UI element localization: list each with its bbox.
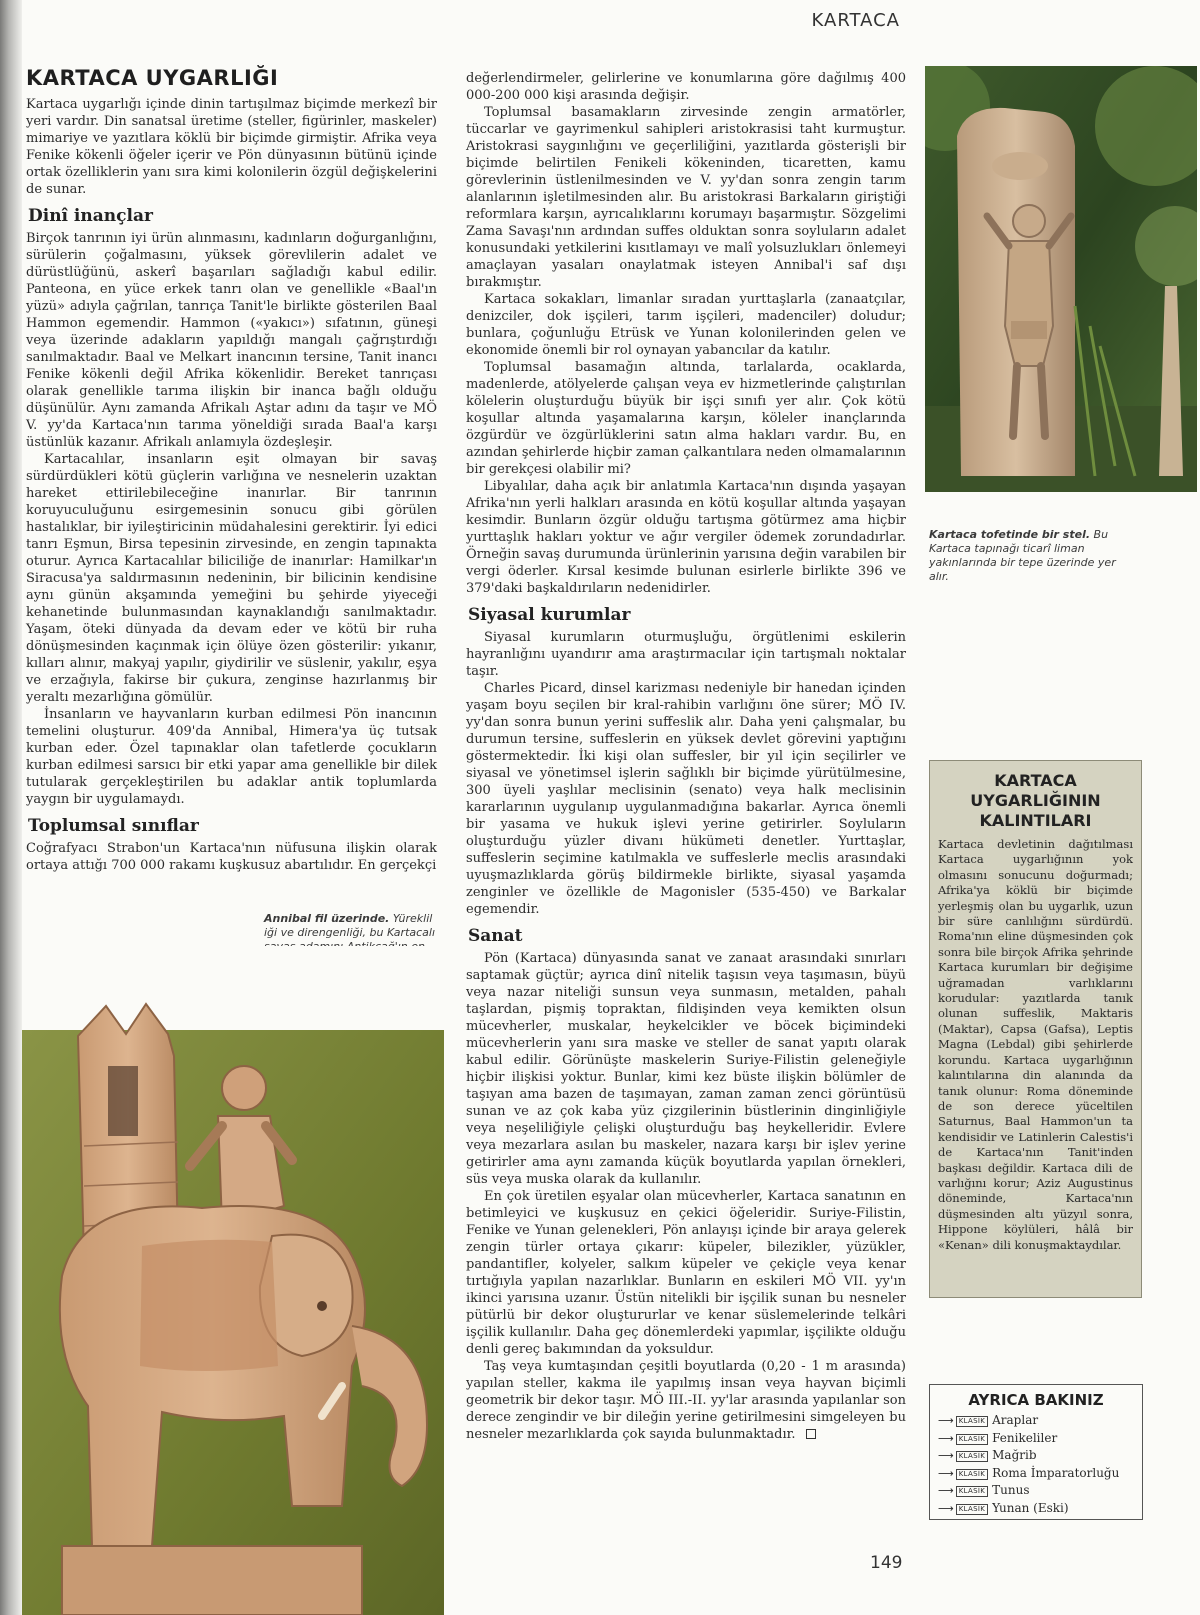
art-paragraph-3-text: Taş veya kumtaşından çeşitli boyutlarda (0,20 - 1 m arasında) yapılan steller, kakma ile yapılmış insan veya hayvan biçimli geometrik bir dekor taşır. MÖ III.-II. yy'lar arasında yapılanlar son derece zengindir ve bir dileğin yerine getirilmesini simgeleyen bu nesneler mezarlıklarda çok sayıda bulunmaktadır. xyxy=(466,1359,906,1442)
see-also-item-label: Fenikeliler xyxy=(992,1430,1058,1445)
see-also-item-label: Tunus xyxy=(992,1483,1030,1497)
see-also-item[interactable] xyxy=(938,1465,1134,1483)
section-heading-art: Sanat xyxy=(468,926,523,946)
arrow-right-icon: ⟶ xyxy=(938,1484,954,1497)
section-heading-beliefs: Dinî inançlar xyxy=(28,206,153,226)
classes-paragraph-2: Toplumsal basamakların zirvesinde zengin armatörler, tüccarlar ve gayrimenkul sahipleri aristokrasisi taht kurmuştur. Aristokrasi saygınlığını ve geçerliliğini, yazıtlarda gösterişli bir biçimde belirtilen Fenikeli kökeninden, ticaretten, kamu görevlerinin üstlenilmesinden ve V. yy'dan sonra zengin tarım alanlarının işletilmesinden alır. Bu aristokrasi Barkaların giriştiği reformlara karşın, ayrıcalıklarını korumayı başarmıştır. Sözgelimi Zama Savaşı'nın ardından suffes olduktan sonra soyluların adalet konusundaki yetkilerini kısıtlamayı ve malî yolsuzlukları önlemeyi amaçlayan yasaları onaylatmak isteyen Annibal'i saf dışı bırakmıştır. xyxy=(466,105,906,290)
article-title: KARTACA UYGARLIĞI xyxy=(26,66,279,90)
see-also-list xyxy=(938,1412,1134,1517)
encyclopedia-tag: KLASİK xyxy=(956,1434,988,1445)
stele-caption-title: Kartaca tofetinde bir stel. xyxy=(929,528,1091,541)
arrow-right-icon: ⟶ xyxy=(938,1501,954,1515)
art-paragraph-1: Pön (Kartaca) dünyasında sanat ve zanaat arasındaki sınırları saptamak güçtür; ayrıca dinî nitelik taşısın veya taşımasın, büyü veya nazar niteliği sunsun veya sunmasın, metalden, pahalı taşlardan, pişmiş topraktan, fildişinden veya kemikten olsun mücevherler, muskalar, heykelcikler ve böcek biçimindeki mücevherlerin yanı sıra maske ve steller de sanat yapıtı olarak kabul edilir. Görünüşte maskelerin Suriye-Filistin geleneğiyle hiçbir ilişkisi yoktur. Bunlar, kimi kez büste ilişkin bölümler de taşıyan ama bazen de taşımayan, zaman zaman zenci görüntüsü sunan ve az çok kaba yüz çizgilerinin büstlerinin dinginliğiyle veya neşeliliğiyle çelişki oluşturduğu baş heykelleridir. Evlere veya mezarlara asılan bu maskeler, nazara karşı bir işlev yerine getirirler ama aynı zamanda küçük boyutlarda yapılan örnekleri, süs veya muska olarak da kullanılır. xyxy=(466,951,906,1187)
section-heading-social-classes: Toplumsal sınıflar xyxy=(28,816,199,836)
see-also-item[interactable] xyxy=(938,1447,1134,1465)
beliefs-paragraph-2: Kartacalılar, insanların eşit olmayan bir savaş sürdürdükleri kötü güçlerin varlığına ve nesnelerin uzaktan hareket ettirilebileceğine inanırlar. Bir tanrının koruyuculuğunu esirgemesinin sonucu gibi görülen hastalıklar, bir iyileştiricinin müdahalesini gerektirir. İyi edici tanrı Eşmun, Birsa tepesinin zirvesinde, en zengin tapınakta oturur. Ayrıca Kartacalılar biliciliğe de inanırlar: Hamilkar'ın Siracusa'ya saldırmasının nedeninin, bir bilicinin kendisine aynı günün akşamında yemeğini bu şehirde yiyeceği kehanetinde bulunmasından kaynaklandığı sanılmaktadır. Yaşam, öteki dünyada da devam eder ve kötü bir ruha dönüşmesinden kaçınmak için ölüye özen gösterilir: yıkanır, kılları alınır, makyaj yapılır, giydirilir ve süslenir, yakılır, eşya ve erzağıyla, fakirse bir çukura, zenginse hazırlanmış bir yeraltı mezarlığına gömülür. xyxy=(26,452,437,705)
annibal-caption-title: Annibal fil üzerinde. xyxy=(264,912,390,925)
classes-paragraph-4: Toplumsal basamağın altında, tarlalarda, ocaklarda, madenlerde, atölyelerde çalışan veya ev hizmetlerinde çalıştırılan kölelerin oluşturduğu büyük bir işçi sınıfı yer alır. Çok kötü koşullar altında yaşamalarına karşın, köleler inançlarında özgürdür ve özgürlüklerini satın alma hakları vardır. Bu, en azından şehirlerde hiçbir zaman çalkantılara neden olmamalarının bir gerekçesi olabilir mi? xyxy=(466,360,906,477)
stele-caption-text: Bu Kartaca tapınağı ticarî liman yakınlarında bir tepe üzerinde yer alır. xyxy=(929,528,1116,583)
arrow-right-icon: ⟶ xyxy=(938,1466,954,1480)
see-also-box xyxy=(929,1384,1143,1520)
classes-paragraph-5: Libyalılar, daha açık bir anlatımla Kartaca'nın dışında yaşayan Afrika'nın yerli halkları arasında en kötü koşullar altında yaşayan kesimdir. Bunların özgür olduğu tartışma götürmez ama hiçbir yurttaşlık hakları yoktur ve ağır vergiler ödemek zorundadırlar. Örneğin savaş durumunda ürünlerinin yarısına değin varabilen bir vergi öderler. Kırsal kesimde bulunan esirlerle birlikte 396 ve 379'daki başkaldırıların nedenidirler. xyxy=(466,479,906,596)
page-number: 149 xyxy=(870,1553,903,1573)
middle-column xyxy=(466,70,906,1443)
arrow-right-icon: ⟶ xyxy=(938,1414,954,1427)
encyclopedia-tag: KLASİK xyxy=(956,1416,988,1427)
classes-paragraph-continued: değerlendirmeler, gelirlerine ve konumlarına göre dağılmış 400 000-200 000 kişi arasında değişir. xyxy=(466,71,906,103)
remains-box-title: KARTACA UYGARLIĞININ KALINTILARI xyxy=(970,771,1101,830)
see-also-item-label: Roma İmparatorluğu xyxy=(992,1465,1120,1480)
stele-photo xyxy=(925,66,1197,492)
see-also-item-label: Mağrib xyxy=(992,1448,1037,1462)
beliefs-paragraph-3: İnsanların ve hayvanların kurban edilmesi Pön inancının temelini oluşturur. 409'da Annibal, Himera'ya üç tutsak kurban eder. Özel tapınaklar olan tafetlerde çocukların kurban edilmesi sarsıcı bir etki yapar ama genellikle bir dilek tutularak gerçekleştirilen bu adaklar antik toplumlarda yaygın bir uygulamaydı. xyxy=(26,707,437,807)
page-gutter-shadow xyxy=(0,0,22,1615)
classes-paragraph-1: Coğrafyacı Strabon'un Kartaca'nın nüfusuna ilişkin olarak ortaya attığı 700 000 rakamı kuşkusuz abartılıdır. En gerçekçi xyxy=(26,841,437,873)
see-also-item[interactable] xyxy=(938,1430,1134,1448)
remains-sidebar-box xyxy=(929,760,1142,1298)
running-head: KARTACA xyxy=(811,10,900,31)
arrow-right-icon: ⟶ xyxy=(938,1449,954,1462)
encyclopedia-tag: KLASİK xyxy=(956,1486,988,1497)
see-also-item[interactable] xyxy=(938,1482,1134,1500)
encyclopedia-tag: KLASİK xyxy=(956,1504,988,1515)
left-column xyxy=(26,96,437,874)
beliefs-paragraph-1: Birçok tanrının iyi ürün alınmasını, kadınların doğurganlığını, sürülerin çoğalmasını, yüksek görevlilerin adalet ve dürüstlüğünü, askerî başarıları sağladığı kabul edilir. Panteona, en yüce erkek tanrı olan ve genellikle «Baal'ın yüzü» adıyla çağrılan, tanrıça Tanit'le birlikte gösterilen Baal Hammon egemendir. Hammon («yakıcı») sıfatının, güneşi veya üzerinde adakların yapıldığı mangalı çağrıştırdığı sanılmaktadır. Baal ve Melkart inancının tersine, Tanit inancı Fenike kökenli değil Afrika kökenlidir. Bereket tanrıçası olarak genellikle tarıma ilişkin bir inanca bağlı olduğu düşünülür. Aynı zamanda Afrikalı Aştar adını da taşır ve MÖ V. yy'da Kartaca'nın tarıma yöneldiği sırada Baal'a karşı üstünlük kazanır. Afrikalı anlamıyla özdeşleşir. xyxy=(26,231,437,450)
encyclopedia-tag: KLASİK xyxy=(956,1451,988,1462)
see-also-item-label: Araplar xyxy=(992,1413,1039,1427)
end-of-article-mark xyxy=(806,1429,816,1439)
annibal-elephant-photo xyxy=(22,946,444,1615)
see-also-title: AYRICA BAKINIZ xyxy=(968,1391,1104,1409)
section-heading-political: Siyasal kurumlar xyxy=(468,605,631,625)
annibal-caption-text: Yüreklil iği ve direngenliği, bu Kartacalı xyxy=(264,912,436,939)
political-paragraph-1: Siyasal kurumların oturmuşluğu, örgütlenimi eskilerin hayranlığını uyandırır ama araştırmacılar için tartışmalı noktalar taşır. xyxy=(466,630,906,679)
remains-box-text: Kartaca devletinin dağıtılması Kartaca uygarlığının yok olmasını sonucunu doğurmadı; Afrika'ya köklü bir biçimde yerleşmiş olan bu uygarlık, uzun bir süre canlılığını sürdürdü. Roma'nın eline düşmesinden çok sonra bile birçok Afrika şehrinde Kartaca kurumları bir değişime uğramadan varlıklarını korudular: yazıtlarda tanık olunan suffeslik, Maktaris (Maktar), Capsa (Gafsa), Leptis Magna (Lebdal) gibi şehirlerde korundu. Kartaca uygarlığının kalıntılarına din alanında da tanık olunur: Roma döneminde de son derece yüceltilen Saturnus, Baal Hammon'un ta kendisidir ve Latinlerin Calestis'i de Kartaca'nın Tanit'inden başkası değildir. Kartaca dili de varlığını korur; Aziz Augustinus döneminde, Kartaca'nın düşmesinden altı yüzyıl sonra, Hippone köylüleri, hâlâ bir «Kenan» dili konuşmaktaydılar. xyxy=(938,837,1133,1252)
annibal-elephant-illustration xyxy=(22,946,444,1615)
classes-paragraph-3: Kartaca sokakları, limanlar sıradan yurttaşlarla (zanaatçılar, denizciler, dok işçileri, tarım işçileri, madenciler) doludur; bunlara, çoğunluğu Etrüsk ve Yunan kolonilerinden gelen ve ekonomide önemli bir rol oynayan yabancılar da katılır. xyxy=(466,292,906,358)
see-also-item-label: Yunan (Eski) xyxy=(992,1500,1069,1515)
see-also-item[interactable] xyxy=(938,1412,1134,1430)
stele-photo-caption xyxy=(929,528,1139,584)
intro-paragraph: Kartaca uygarlığı içinde dinin tartışılmaz biçimde merkezî bir yeri vardır. Din sanatsal üretime (steller, figürinler, maskeler) mimariye ve yazıtlara köklü bir biçimde girmiştir. Afrika veya Fenike kökenli öğeler içerir ve Pön dünyasının bütünü içinde ortak özelliklerin yanı sıra kimi kolonilerin özgül değişkelerini de sunar. xyxy=(26,97,437,197)
stele-photo-illustration xyxy=(925,66,1197,492)
encyclopedia-tag: KLASİK xyxy=(956,1469,988,1480)
arrow-right-icon: ⟶ xyxy=(938,1431,954,1445)
art-paragraph-3 xyxy=(466,1358,906,1443)
see-also-item[interactable] xyxy=(938,1500,1134,1518)
art-paragraph-2: En çok üretilen eşyalar olan mücevherler, Kartaca sanatının en betimleyici ve kuşkusuz en çekici öğeleridir. Suriye-Filistin, Fenike ve Yunan gelenekleri, Pön anlayışı içinde bir araya gelerek zengin türler ortaya çıkarır: küpeler, bilezikler, yüzükler, pandantifler, kolyeler, salkım küpeler ve çekiçle veya kenar tırtığıyla yapılan nazarlıklar. Bunların en eskileri MÖ VII. yy'ın ikinci yarısına uzanır. Üstün nitelikli bir işçilik sunan bu nesneler pütürlü bir dekor oluştururlar ve kenar süslemelerinde telkâri işçilik kullanılır. Daha geç dönemlerdeki yapımlar, işçilikte olduğu denli gereç bakımından da yoksuldur. xyxy=(466,1189,906,1357)
political-paragraph-2: Charles Picard, dinsel karizması nedeniyle bir hanedan içinden yaşam boyu seçilen bir kral-rahibin varlığını öne sürer; MÖ IV. yy'dan sonra bunun yerini suffeslik alır. Daha yeni çalışmalar, bu durumun tersine, suffeslerin en yüksek devlet görevini yaptığını göstermektedir. İki kişi olan suffesler, bir yıl için seçilirler ve siyasal ve yönetimsel işlerin sağlıklı bir biçimde yürütülmesine, 300 üyeli yaşlılar meclisinin (senato) veya halk meclisinin kararlarının uygulanıp uygulanmadığına bakarlar. Ayrıca önemli bir yasama ve hukuk işlevi yerine getirirler. Soyluların oluşturduğu yüzler divanı hükümeti denetler. Yurttaşlar, suffeslerin seçimine katılmakla ve suffeslerle meclis arasındaki uyuşmazlıklarda görüş bildirmekle birlikte, siyasal yaşamda zenginler ve özellikle de Magonisler (535-450) ve Barkalar egemendir. xyxy=(466,681,906,917)
